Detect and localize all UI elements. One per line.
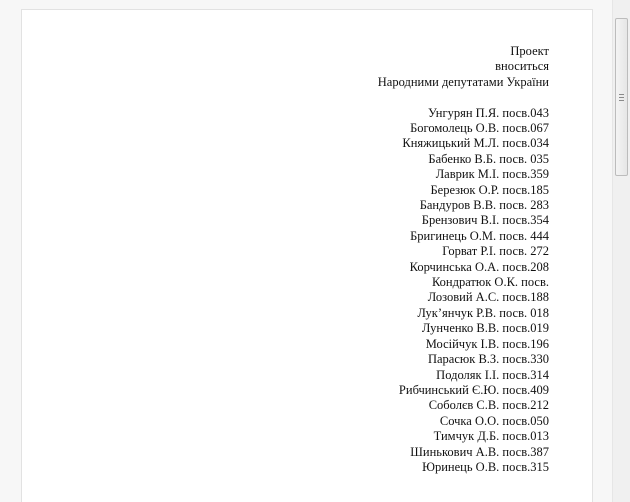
author-line: Богомолець О.В. посв.067 [410,121,549,136]
spacer [378,90,549,105]
header-deputies: Народними депутатами України [377,74,549,89]
author-line: Рибчинський Є.Ю. посв.409 [398,382,549,397]
author-line: Горват Р.І. посв. 272 [442,244,549,259]
author-line: Лаврик М.І. посв.359 [435,167,549,182]
header-project: Проект [510,44,549,58]
author-line: Подоляк І.І. посв.314 [436,367,549,382]
author-line: Березюк О.Р. посв.185 [430,182,549,197]
author-line: Лук’янчук Р.В. посв. 018 [417,305,549,320]
authors-list [378,106,549,476]
header-submitted: вноситься [495,59,549,74]
author-line: Брензович В.І. посв.354 [421,213,549,228]
author-line: Лунченко В.В. посв.019 [421,321,549,336]
author-line: Бандуров В.В. посв. 283 [419,198,549,213]
author-line: Княжицький М.Л. посв.034 [402,136,549,151]
author-line: Кондратюк О.К. посв. [431,275,549,290]
author-line: Соболєв С.В. посв.212 [428,398,549,413]
author-line: Унгурян П.Я. посв.043 [428,105,549,120]
right-aligned-text-block [378,44,549,475]
author-line: Лозовий А.С. посв.188 [427,290,549,305]
author-line: Юринець О.В. посв.315 [422,459,549,474]
author-line: Бабенко В.Б. посв. 035 [428,151,549,166]
author-line: Сочка О.О. посв.050 [439,413,549,428]
scrollbar-thumb[interactable] [615,18,628,176]
grip-lines-icon [619,94,624,101]
document-page [21,9,593,502]
author-line: Парасюк В.З. посв.330 [427,352,549,367]
author-line: Тимчук Д.Б. посв.013 [433,429,549,444]
author-line: Корчинська О.А. посв.208 [409,259,549,274]
author-line: Бригинець О.М. посв. 444 [410,228,549,243]
author-line: Мосійчук І.В. посв.196 [425,336,549,351]
vertical-scrollbar[interactable] [612,0,630,502]
author-line: Шинькович А.В. посв.387 [410,444,549,459]
